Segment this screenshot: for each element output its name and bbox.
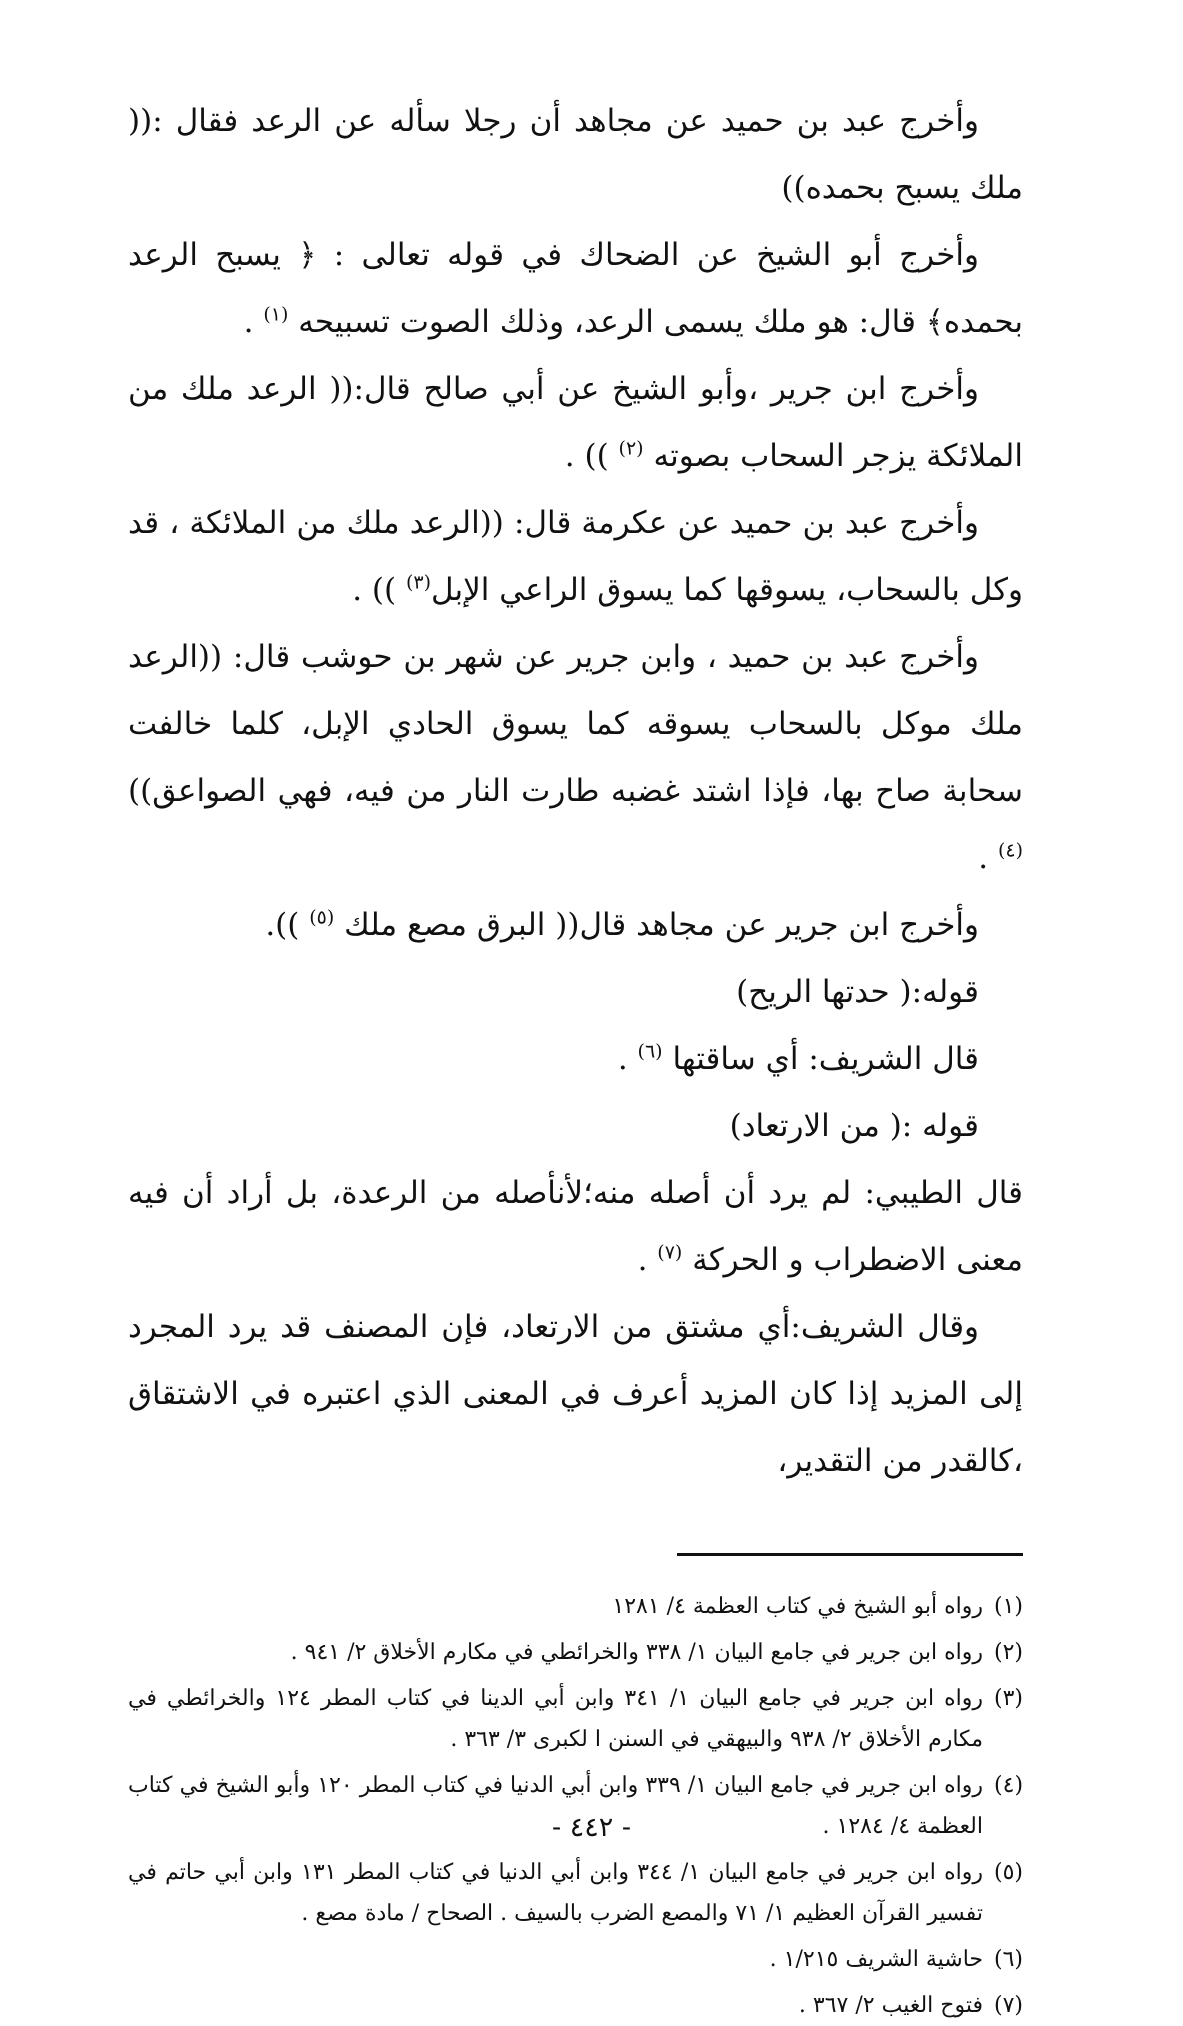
footnote-7 [128, 1985, 1023, 2026]
footnote-ref[interactable]: (٣) [405, 571, 432, 594]
paragraph-text: وأخرج عبد بن حميد عن عكرمة قال: ((الرعد ملك من الملائكة ، قد وكل بالسحاب، يسوقها كما يسوق الراعي الإبل [128, 505, 1023, 608]
main-text [128, 88, 1023, 1495]
footnote-text: رواه ابن جرير في جامع البيان ١/ ٣٤١ وابن أبي الدينا في كتاب المطر ١٢٤ والخرائطي في مكارم الأخلاق ٢/ ٩٣٨ والبيهقي في السنن ا لكبرى ٣/ ٣٦٣ . [128, 1686, 984, 1752]
footnote-text: رواه ابن جرير في جامع البيان ١/ ٣٣٩ وابن أبي الدنيا في كتاب المطر ١٢٠ وأبو الشيخ في كتاب العظمة ٤/ ١٢٨٤ . [128, 1773, 984, 1839]
footnote-2 [128, 1632, 1023, 1673]
paragraph-tail: . [617, 1041, 638, 1077]
paragraph-5 [128, 624, 1023, 892]
footnote-ref[interactable]: (٤) [997, 839, 1023, 862]
paragraph-text: وأخرج عبد بن حميد عن مجاهد أن رجلا سأله عن الرعد فقال :(( ملك يسبح بحمده)) [128, 103, 1023, 206]
paragraph-2 [128, 222, 1023, 356]
paragraph-9 [128, 1093, 1023, 1160]
paragraph-11 [128, 1294, 1023, 1495]
footnote-6 [128, 1939, 1023, 1980]
paragraph-text: قال الشريف: أي ساقتها [672, 1041, 979, 1077]
paragraph-text: وقال الشريف:أي مشتق من الارتعاد، فإن المصنف قد يرد المجرد إلى المزيد إذا كان المزيد أعرف في المعنى الذي اعتبره في الاشتقاق ،كالقدر من التقدير، [128, 1309, 1023, 1479]
footnote-1 [128, 1586, 1023, 1627]
footnote-number: (٧) [993, 1993, 1023, 2018]
footnote-text: حاشية الشريف ١/٢١٥ . [769, 1947, 983, 1972]
footnote-number: (٣) [994, 1686, 1024, 1711]
footnote-number: (٤) [994, 1773, 1024, 1798]
footnote-text: فتوح الغيب ٢/ ٣٦٧ . [798, 1993, 983, 2018]
footnote-text: رواه ابن جرير في جامع البيان ١/ ٣٤٤ وابن أبي الدنيا في كتاب المطر ١٣١ وابن أبي حاتم في تفسير القرآن العظيم ١/ ٧١ والمصع الضرب بالسيف . الصحاح / مادة مصع . [128, 1860, 984, 1926]
paragraph-1 [128, 88, 1023, 222]
paragraph-3 [128, 356, 1023, 490]
footnote-number: (١) [993, 1594, 1023, 1619]
paragraph-tail: )) . [564, 438, 619, 474]
paragraph-tail: . [978, 840, 998, 876]
paragraph-text: وأخرج ابن جرير عن مجاهد قال(( البرق مصع ملك [344, 907, 979, 943]
paragraph-tail: )). [265, 907, 310, 943]
paragraph-text: وأخرج ابن جرير ،وأبو الشيخ عن أبي صالح قال:(( الرعد ملك من الملائكة يزجر السحاب بصوته [128, 371, 1023, 474]
paragraph-tail: )) . [352, 572, 406, 608]
paragraph-text: وأخرج أبو الشيخ عن الضحاك في قوله تعالى : ﴿ يسبح الرعد بحمده﴾ قال: هو ملك يسمى الرعد، وذلك الصوت تسبيحه [128, 237, 1023, 340]
footnote-text: رواه أبو الشيخ في كتاب العظمة ٤/ ١٢٨١ [612, 1594, 983, 1619]
paragraph-6 [128, 892, 1023, 959]
paragraph-text: وأخرج عبد بن حميد ، وابن جرير عن شهر بن حوشب قال: ((الرعد ملك موكل بالسحاب يسوقه كما يسوق الحادي الإبل، كلما خالفت سحابة صاح بها، فإذا اشتد غضبه طارت النار من فيه، فهي الصواعق)) [128, 639, 1023, 809]
paragraph-tail: . [243, 304, 264, 340]
paragraph-10 [128, 1160, 1023, 1294]
paragraph-text: قوله:( حدتها الريح) [736, 974, 979, 1010]
footnote-divider [677, 1553, 1023, 1556]
paragraph-4 [128, 490, 1023, 624]
footnote-number: (٦) [993, 1947, 1023, 1972]
footnotes-section [128, 1586, 1023, 2026]
footnote-text: رواه ابن جرير في جامع البيان ١/ ٣٣٨ والخرائطي في مكارم الأخلاق ٢/ ٩٤١ . [290, 1640, 983, 1665]
paragraph-tail: . [637, 1242, 658, 1278]
paragraph-text: قوله :( من الارتعاد) [729, 1108, 979, 1144]
footnote-5 [128, 1852, 1023, 1934]
footnote-ref[interactable]: (٢) [618, 437, 644, 460]
footnote-number: (٥) [994, 1860, 1024, 1885]
footnote-3 [128, 1678, 1023, 1760]
footnote-number: (٢) [993, 1640, 1023, 1665]
paragraph-7 [128, 959, 1023, 1026]
footnote-ref[interactable]: (٦) [637, 1040, 663, 1063]
paragraph-8 [128, 1026, 1023, 1093]
page-number: - ٤٤٢ - [552, 1812, 631, 1843]
footnote-ref[interactable]: (١) [263, 303, 289, 326]
footnote-ref[interactable]: (٧) [657, 1241, 683, 1264]
paragraph-text: قال الطيبي: لم يرد أن أصله منه؛لأنأصله من الرعدة، بل أراد أن فيه معنى الاضطراب و الحركة [128, 1175, 1023, 1278]
footnote-ref[interactable]: (٥) [309, 906, 335, 929]
